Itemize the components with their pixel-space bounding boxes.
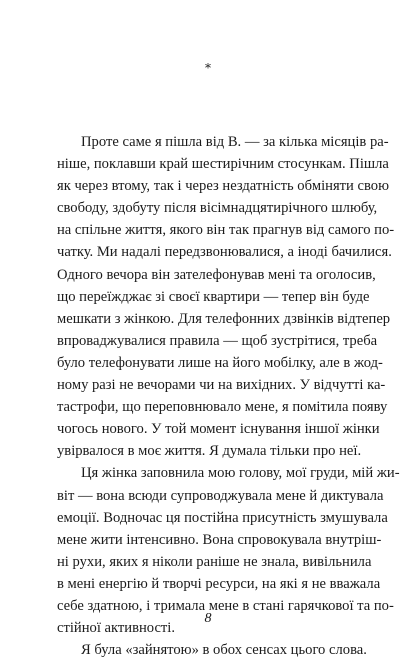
text-line: було телефонувати лише на його мобілку, але в жод- (57, 354, 383, 371)
text-line: мене жити інтенсивно. Вона спровокувала внутріш- (57, 531, 382, 548)
text-line: віт — вона всюди супроводжувала мене й диктувала (57, 487, 384, 504)
text-line: в мені енергію й творчі ресурси, на які я не вважала (57, 575, 381, 592)
text-line: на спільне життя, якого він так прагнув від самого по- (57, 222, 395, 239)
text-line: як через втому, так і через нездатність обміняти свою (57, 178, 389, 195)
text-line: ному разі не вечорами чи на вихідних. У відчутті ка- (57, 377, 386, 394)
text-line: впроваджувалися правила — щоб зустрітися, треба (57, 332, 378, 349)
text-line: що переїжджає зі своєї квартири — тепер він буде (57, 288, 370, 305)
section-divider-asterisk: * (205, 61, 211, 75)
text-line: Я була «зайнятою» в обох сенсах цього слова. (81, 642, 367, 659)
text-line: увірвалося в моє життя. Я думала тільки про неї. (57, 443, 362, 460)
text-line: Одного вечора він зателефонував мені та оголосив, (57, 266, 376, 283)
text-line: емоції. Водночас ця постійна присутність змушувала (57, 509, 388, 526)
text-line: чатку. Ми надалі передзвонювалися, а іноді бачилися. (57, 244, 392, 261)
paragraph-3 (57, 639, 367, 661)
page-number: 8 (204, 611, 212, 626)
body-text (57, 131, 400, 661)
text-line: свободу, здобуту після вісімнадцятирічного шлюбу, (57, 200, 378, 217)
text-line: Ця жінка заповнила мою голову, мої груди, мій жи- (81, 465, 400, 482)
text-line: ні рухи, яких я ніколи раніше не знала, вивільнила (57, 553, 372, 570)
text-line: мешкати з жінкою. Для телефонних дзвінків відтепер (57, 310, 391, 327)
text-line: чогось нового. У той момент існування іншої жінки (57, 421, 380, 438)
text-line: себе здатною, і тримала мене в стані гарячкової та по- (57, 597, 394, 614)
text-line: тастрофи, що переповнювало мене, я помітила появу (57, 399, 388, 416)
text-line: стійної активності. (57, 620, 176, 637)
text-line: Проте саме я пішла від В. — за кілька місяців ра- (81, 134, 389, 150)
text-line: ніше, поклавши край шестирічним стосункам. Пішла (57, 156, 389, 173)
paragraph-1 (57, 131, 395, 462)
